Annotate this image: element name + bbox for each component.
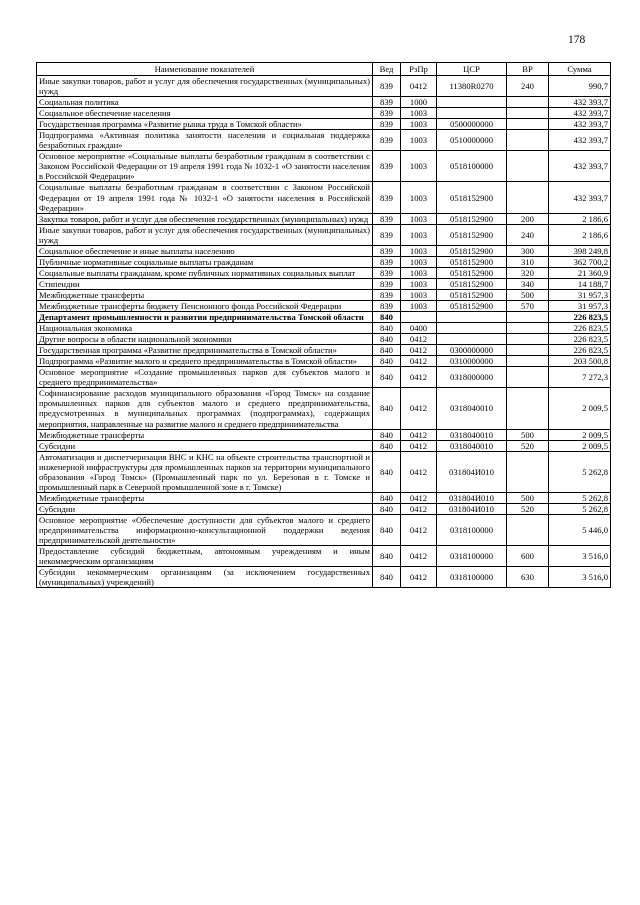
table-row bbox=[37, 76, 611, 97]
cell-ved: 839 bbox=[373, 108, 401, 119]
cell-ved: 839 bbox=[373, 119, 401, 130]
cell-name: Субсидии bbox=[37, 440, 373, 451]
table-row bbox=[37, 345, 611, 356]
cell-ved: 839 bbox=[373, 130, 401, 151]
cell-csr bbox=[437, 323, 507, 334]
cell-sum: 5 262,8 bbox=[549, 503, 611, 514]
cell-name: Основное мероприятие «Социальные выплаты безработным гражданам в соответствии с Законом Российской Федерации от 19 апреля 1991 года № 1032-1 «О занятости населения в Российской Федерации» bbox=[37, 151, 373, 182]
cell-sum: 398 249,8 bbox=[549, 245, 611, 256]
cell-sum: 3 516,0 bbox=[549, 567, 611, 588]
cell-vr: 500 bbox=[507, 429, 549, 440]
cell-rzpr: 0400 bbox=[401, 323, 437, 334]
cell-vr bbox=[507, 345, 549, 356]
cell-csr: 0518152900 bbox=[437, 267, 507, 278]
cell-csr: 031804И010 bbox=[437, 503, 507, 514]
header-sum: Сумма bbox=[549, 63, 611, 76]
cell-ved: 839 bbox=[373, 245, 401, 256]
cell-csr: 0518152900 bbox=[437, 300, 507, 311]
cell-ved: 840 bbox=[373, 388, 401, 429]
cell-rzpr: 1003 bbox=[401, 182, 437, 213]
cell-name: Софинансирование расходов муниципального образования «Город Томск» на создание промышленных парков для субъектов малого и среднего предпринимательства, предусмотренных в муниципальных программах (подпрограммах), содержащих мероприятия, направленные на развитие малого и среднего предпринимательства bbox=[37, 388, 373, 429]
budget-table bbox=[36, 62, 611, 588]
cell-name: Закупка товаров, работ и услуг для обеспечения государственных (муниципальных) нужд bbox=[37, 213, 373, 224]
table-row bbox=[37, 182, 611, 213]
cell-ved: 840 bbox=[373, 429, 401, 440]
cell-csr: 0318040010 bbox=[437, 388, 507, 429]
cell-vr bbox=[507, 367, 549, 388]
cell-name: Основное мероприятие «Создание промышленных парков для субъектов малого и среднего предпринимательства» bbox=[37, 367, 373, 388]
cell-name: Иные закупки товаров, работ и услуг для обеспечения государственных (муниципальных) нужд bbox=[37, 76, 373, 97]
cell-sum: 2 009,5 bbox=[549, 440, 611, 451]
cell-sum: 21 360,9 bbox=[549, 267, 611, 278]
cell-rzpr: 0412 bbox=[401, 503, 437, 514]
cell-ved: 839 bbox=[373, 289, 401, 300]
table-row bbox=[37, 130, 611, 151]
cell-csr bbox=[437, 97, 507, 108]
header-vr: ВР bbox=[507, 63, 549, 76]
cell-vr: 320 bbox=[507, 267, 549, 278]
cell-csr bbox=[437, 312, 507, 323]
cell-csr: 0518152900 bbox=[437, 213, 507, 224]
cell-vr: 500 bbox=[507, 492, 549, 503]
cell-name: Социальная политика bbox=[37, 97, 373, 108]
table-row bbox=[37, 289, 611, 300]
cell-name: Государственная программа «Развитие предпринимательства в Томской области» bbox=[37, 345, 373, 356]
cell-ved: 840 bbox=[373, 503, 401, 514]
cell-vr: 630 bbox=[507, 567, 549, 588]
table-row bbox=[37, 256, 611, 267]
cell-name: Автоматизация и диспетчеризация ВНС и КНС на объекте строительства транспортной и инженерной инфраструктуры для промышленных парков на территории муниципального образования «Город Томск» (Промышленный парк по ул. Березовая в г. Томске и промышленный парк в Северной промышленной зоне в г. Томске) bbox=[37, 451, 373, 492]
cell-name: Иные закупки товаров, работ и услуг для обеспечения государственных (муниципальных) нужд bbox=[37, 224, 373, 245]
cell-ved: 839 bbox=[373, 300, 401, 311]
cell-rzpr: 0412 bbox=[401, 567, 437, 588]
cell-ved: 839 bbox=[373, 224, 401, 245]
cell-sum: 432 393,7 bbox=[549, 151, 611, 182]
cell-csr: 031804И010 bbox=[437, 451, 507, 492]
cell-csr: 0518152900 bbox=[437, 278, 507, 289]
cell-ved: 840 bbox=[373, 440, 401, 451]
cell-rzpr: 1003 bbox=[401, 224, 437, 245]
cell-vr bbox=[507, 323, 549, 334]
cell-sum: 432 393,7 bbox=[549, 119, 611, 130]
cell-csr: 11380R0270 bbox=[437, 76, 507, 97]
cell-name: Социальное обеспечение населения bbox=[37, 108, 373, 119]
cell-csr: 0510000000 bbox=[437, 130, 507, 151]
cell-name: Публичные нормативные социальные выплаты гражданам bbox=[37, 256, 373, 267]
cell-rzpr: 0412 bbox=[401, 546, 437, 567]
cell-rzpr: 1003 bbox=[401, 130, 437, 151]
cell-sum: 226 823,5 bbox=[549, 334, 611, 345]
cell-ved: 839 bbox=[373, 182, 401, 213]
cell-csr: 0518152900 bbox=[437, 182, 507, 213]
cell-rzpr: 0412 bbox=[401, 451, 437, 492]
cell-csr: 0518152900 bbox=[437, 224, 507, 245]
cell-vr bbox=[507, 451, 549, 492]
cell-ved: 840 bbox=[373, 345, 401, 356]
cell-ved: 840 bbox=[373, 334, 401, 345]
cell-csr: 0318040010 bbox=[437, 429, 507, 440]
cell-name: Социальное обеспечение и иные выплаты населению bbox=[37, 245, 373, 256]
cell-rzpr: 1003 bbox=[401, 300, 437, 311]
cell-csr: 031804И010 bbox=[437, 492, 507, 503]
cell-vr bbox=[507, 514, 549, 545]
cell-ved: 840 bbox=[373, 367, 401, 388]
cell-ved: 840 bbox=[373, 546, 401, 567]
cell-csr: 0310000000 bbox=[437, 356, 507, 367]
cell-rzpr: 0412 bbox=[401, 514, 437, 545]
cell-name: Субсидии некоммерческим организациям (за исключением государственных (муниципальных) учреждений) bbox=[37, 567, 373, 588]
cell-rzpr: 0412 bbox=[401, 367, 437, 388]
cell-name: Межбюджетные трансферты бюджету Пенсионного фонда Российской Федерации bbox=[37, 300, 373, 311]
cell-sum: 14 188,7 bbox=[549, 278, 611, 289]
table-row bbox=[37, 334, 611, 345]
cell-sum: 5 262,8 bbox=[549, 451, 611, 492]
cell-ved: 839 bbox=[373, 151, 401, 182]
cell-name: Подпрограмма «Развитие малого и среднего предпринимательства в Томской области» bbox=[37, 356, 373, 367]
cell-name: Основное мероприятие «Обеспечение доступности для субъектов малого и среднего предпринимательства информационно-консультационной поддержки ведения предпринимательской деятельности» bbox=[37, 514, 373, 545]
cell-csr: 0318100000 bbox=[437, 546, 507, 567]
cell-vr bbox=[507, 151, 549, 182]
cell-name: Субсидии bbox=[37, 503, 373, 514]
cell-rzpr: 1003 bbox=[401, 119, 437, 130]
cell-name: Межбюджетные трансферты bbox=[37, 289, 373, 300]
header-csr: ЦСР bbox=[437, 63, 507, 76]
cell-name: Департамент промышленности и развития предпринимательства Томской области bbox=[37, 312, 373, 323]
table-row bbox=[37, 300, 611, 311]
table-row bbox=[37, 514, 611, 545]
cell-ved: 839 bbox=[373, 76, 401, 97]
cell-sum: 203 500,8 bbox=[549, 356, 611, 367]
cell-sum: 226 823,5 bbox=[549, 323, 611, 334]
table-row bbox=[37, 213, 611, 224]
cell-vr bbox=[507, 97, 549, 108]
cell-vr: 520 bbox=[507, 440, 549, 451]
cell-csr: 0318040010 bbox=[437, 440, 507, 451]
header-name: Наименование показателей bbox=[37, 63, 373, 76]
cell-name: Межбюджетные трансферты bbox=[37, 492, 373, 503]
table-row bbox=[37, 278, 611, 289]
cell-vr: 570 bbox=[507, 300, 549, 311]
cell-rzpr: 1003 bbox=[401, 108, 437, 119]
cell-ved: 840 bbox=[373, 492, 401, 503]
cell-vr: 200 bbox=[507, 213, 549, 224]
table-row bbox=[37, 367, 611, 388]
cell-vr bbox=[507, 108, 549, 119]
cell-csr: 0318100000 bbox=[437, 567, 507, 588]
cell-sum: 7 272,3 bbox=[549, 367, 611, 388]
cell-rzpr: 1003 bbox=[401, 213, 437, 224]
cell-rzpr: 0412 bbox=[401, 356, 437, 367]
cell-sum: 3 516,0 bbox=[549, 546, 611, 567]
cell-vr: 500 bbox=[507, 289, 549, 300]
cell-rzpr: 0412 bbox=[401, 334, 437, 345]
cell-vr bbox=[507, 356, 549, 367]
cell-vr bbox=[507, 130, 549, 151]
cell-sum: 432 393,7 bbox=[549, 130, 611, 151]
cell-rzpr: 1000 bbox=[401, 97, 437, 108]
cell-rzpr: 1003 bbox=[401, 278, 437, 289]
cell-sum: 432 393,7 bbox=[549, 182, 611, 213]
cell-ved: 840 bbox=[373, 323, 401, 334]
cell-rzpr: 1003 bbox=[401, 267, 437, 278]
cell-sum: 5 446,0 bbox=[549, 514, 611, 545]
cell-rzpr: 0412 bbox=[401, 440, 437, 451]
cell-name: Предоставление субсидий бюджетным, автономным учреждениям и иным некоммерческим организациям bbox=[37, 546, 373, 567]
cell-vr: 310 bbox=[507, 256, 549, 267]
cell-sum: 432 393,7 bbox=[549, 108, 611, 119]
table-row bbox=[37, 323, 611, 334]
cell-ved: 839 bbox=[373, 267, 401, 278]
cell-vr: 340 bbox=[507, 278, 549, 289]
cell-csr bbox=[437, 334, 507, 345]
cell-csr: 0518100000 bbox=[437, 151, 507, 182]
cell-sum: 2 186,6 bbox=[549, 224, 611, 245]
table-row bbox=[37, 503, 611, 514]
cell-vr bbox=[507, 388, 549, 429]
cell-vr: 300 bbox=[507, 245, 549, 256]
cell-rzpr: 0412 bbox=[401, 76, 437, 97]
table-row bbox=[37, 429, 611, 440]
cell-sum: 362 700,2 bbox=[549, 256, 611, 267]
cell-rzpr: 1003 bbox=[401, 289, 437, 300]
table-row bbox=[37, 108, 611, 119]
cell-ved: 840 bbox=[373, 356, 401, 367]
cell-rzpr bbox=[401, 312, 437, 323]
cell-sum: 226 823,5 bbox=[549, 345, 611, 356]
table-row bbox=[37, 224, 611, 245]
cell-sum: 2 186,6 bbox=[549, 213, 611, 224]
cell-ved: 839 bbox=[373, 278, 401, 289]
cell-csr bbox=[437, 108, 507, 119]
table-row bbox=[37, 451, 611, 492]
header-rzpr: РзПр bbox=[401, 63, 437, 76]
cell-csr: 0518152900 bbox=[437, 289, 507, 300]
cell-name: Межбюджетные трансферты bbox=[37, 429, 373, 440]
cell-vr: 240 bbox=[507, 76, 549, 97]
table-row bbox=[37, 356, 611, 367]
cell-vr: 600 bbox=[507, 546, 549, 567]
cell-csr: 0300000000 bbox=[437, 345, 507, 356]
cell-csr: 0318000000 bbox=[437, 367, 507, 388]
cell-name: Государственная программа «Развитие рынка труда в Томской области» bbox=[37, 119, 373, 130]
cell-ved: 840 bbox=[373, 514, 401, 545]
cell-sum: 2 009,5 bbox=[549, 429, 611, 440]
cell-rzpr: 0412 bbox=[401, 388, 437, 429]
table-row bbox=[37, 151, 611, 182]
table-row bbox=[37, 492, 611, 503]
cell-vr bbox=[507, 312, 549, 323]
table-header-row bbox=[37, 63, 611, 76]
cell-ved: 840 bbox=[373, 312, 401, 323]
cell-vr bbox=[507, 182, 549, 213]
cell-sum: 5 262,8 bbox=[549, 492, 611, 503]
cell-ved: 839 bbox=[373, 213, 401, 224]
cell-sum: 31 957,3 bbox=[549, 289, 611, 300]
cell-csr: 0518152900 bbox=[437, 245, 507, 256]
cell-csr: 0318100000 bbox=[437, 514, 507, 545]
table-row bbox=[37, 388, 611, 429]
cell-sum: 990,7 bbox=[549, 76, 611, 97]
cell-sum: 2 009,5 bbox=[549, 388, 611, 429]
cell-vr: 520 bbox=[507, 503, 549, 514]
cell-ved: 840 bbox=[373, 567, 401, 588]
cell-rzpr: 0412 bbox=[401, 492, 437, 503]
cell-rzpr: 1003 bbox=[401, 245, 437, 256]
cell-name: Социальные выплаты гражданам, кроме публичных нормативных социальных выплат bbox=[37, 267, 373, 278]
table-row bbox=[37, 267, 611, 278]
table-row bbox=[37, 312, 611, 323]
header-ved: Вед bbox=[373, 63, 401, 76]
page-number: 178 bbox=[568, 34, 586, 46]
cell-vr bbox=[507, 334, 549, 345]
table-row bbox=[37, 97, 611, 108]
cell-rzpr: 0412 bbox=[401, 345, 437, 356]
cell-ved: 839 bbox=[373, 97, 401, 108]
cell-name: Другие вопросы в области национальной экономики bbox=[37, 334, 373, 345]
cell-name: Национальная экономика bbox=[37, 323, 373, 334]
cell-ved: 839 bbox=[373, 256, 401, 267]
cell-rzpr: 0412 bbox=[401, 429, 437, 440]
cell-csr: 0500000000 bbox=[437, 119, 507, 130]
cell-rzpr: 1003 bbox=[401, 151, 437, 182]
cell-csr: 0518152900 bbox=[437, 256, 507, 267]
cell-name: Подпрограмма «Активная политика занятости населения и социальная поддержка безработных граждан» bbox=[37, 130, 373, 151]
cell-vr: 240 bbox=[507, 224, 549, 245]
table-body bbox=[37, 76, 611, 588]
cell-ved: 840 bbox=[373, 451, 401, 492]
cell-sum: 226 823,5 bbox=[549, 312, 611, 323]
table-row bbox=[37, 245, 611, 256]
table-row bbox=[37, 440, 611, 451]
table-row bbox=[37, 567, 611, 588]
table-row bbox=[37, 546, 611, 567]
table-row bbox=[37, 119, 611, 130]
cell-sum: 31 957,3 bbox=[549, 300, 611, 311]
cell-name: Стипендии bbox=[37, 278, 373, 289]
cell-sum: 432 393,7 bbox=[549, 97, 611, 108]
cell-rzpr: 1003 bbox=[401, 256, 437, 267]
cell-vr bbox=[507, 119, 549, 130]
cell-name: Социальные выплаты безработным гражданам в соответствии с Законом Российской Федерации от 19 апреля 1991 года № 1032-1 «О занятости населения в Российской Федерации» bbox=[37, 182, 373, 213]
